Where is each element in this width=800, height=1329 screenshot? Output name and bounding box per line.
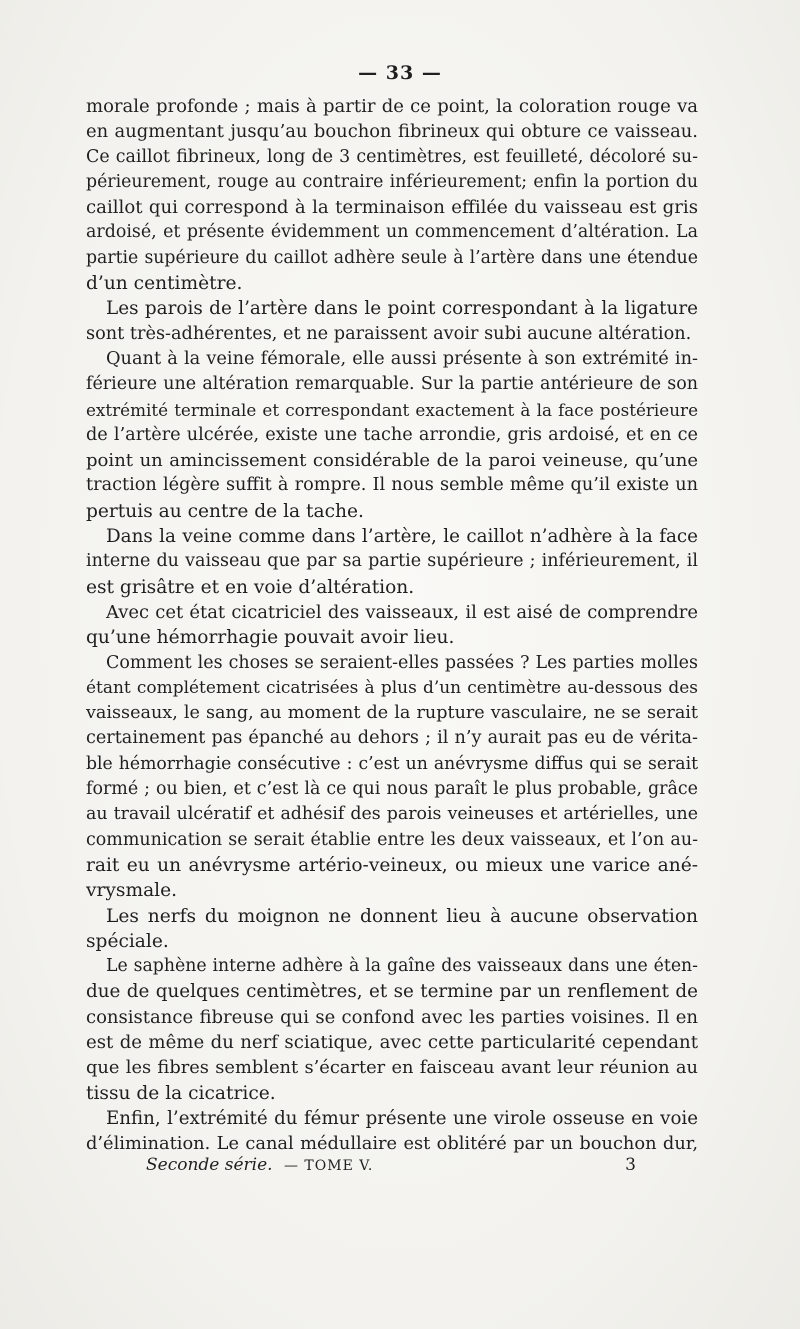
- text-line: sont très-adhérentes, et ne paraissent avoir subi aucune altération.: [86, 323, 692, 344]
- text-line: en augmentant jusqu’au bouchon fibrineux qui obture ce vaisseau.: [86, 121, 698, 143]
- text-line: Les parois de l’artère dans le point correspondant à la ligature: [106, 298, 698, 320]
- text-line: férieure une altération remarquable. Sur la partie antérieure de son: [86, 374, 698, 395]
- text-line: de l’artère ulcérée, existe une tache arrondie, gris ardoisé, et en ce: [86, 424, 698, 445]
- text-line: est de même du nerf sciatique, avec cette particularité cependant: [86, 1031, 698, 1053]
- text-line: communication se serait établie entre les deux vaisseaux, et l’on au-: [86, 829, 698, 850]
- text-line: Ce caillot fibrineux, long de 3 centimètres, est feuilleté, décoloré su-: [86, 146, 698, 167]
- text-line: d’élimination. Le canal médullaire est oblitéré par un bouchon dur,: [86, 1133, 698, 1155]
- text-line: traction légère suffit à rompre. Il nous semble même qu’il existe un: [86, 475, 698, 496]
- footer-tome: — TOME V.: [283, 1158, 374, 1174]
- text-line: rait eu un anévrysme artério-veineux, ou mieux une varice ané-: [86, 854, 698, 876]
- text-line: est grisâtre et en voie d’altération.: [86, 576, 415, 598]
- footer-series-tome: [146, 1155, 373, 1175]
- text-line: Le saphène interne adhère à la gaîne des vaisseaux dans une éten-: [106, 956, 698, 977]
- text-line: qu’une hémorrhagie pouvait avoir lieu.: [86, 627, 455, 649]
- text-line: consistance fibreuse qui se confond avec les parties voisines. Il en: [86, 1006, 698, 1028]
- text-line: au travail ulcératif et adhésif des parois veineuses et artérielles, une: [86, 804, 698, 825]
- text-line: vrysmale.: [86, 880, 178, 902]
- text-line: d’un centimètre.: [86, 273, 243, 295]
- page-number: — 33 —: [358, 62, 442, 84]
- text-line: Avec cet état cicatriciel des vaisseaux, il est aisé de comprendre: [106, 601, 698, 623]
- text-line: vaisseaux, le sang, au moment de la rupture vasculaire, ne se serait: [86, 703, 698, 724]
- text-line: périeurement, rouge au contraire inférieurement; enfin la portion du: [86, 171, 698, 192]
- text-line: Comment les choses se seraient-elles passées ? Les parties molles: [106, 652, 698, 673]
- text-line: point un amincissement considérable de la paroi veineuse, qu’une: [86, 450, 698, 472]
- text-line: spéciale.: [86, 930, 169, 952]
- text-line: formé ; ou bien, et c’est là ce qui nous paraît le plus probable, grâce: [86, 779, 698, 800]
- footer-series: Seconde série.: [146, 1155, 273, 1175]
- text-line: pertuis au centre de la tache.: [86, 500, 364, 522]
- text-line: caillot qui correspond à la terminaison effilée du vaisseau est gris: [86, 197, 698, 219]
- text-line: que les fibres semblent s’écarter en faisceau avant leur réunion au: [86, 1057, 698, 1079]
- text-line: ardoisé, et présente évidemment un commencement d’altération. La: [86, 222, 698, 243]
- footer-signature: 3: [625, 1155, 636, 1175]
- text-line: interne du vaisseau que par sa partie supérieure ; inférieurement, il: [86, 551, 698, 572]
- text-line: due de quelques centimètres, et se termine par un renflement de: [86, 981, 698, 1003]
- text-line: Les nerfs du moignon ne donnent lieu à aucune observation: [106, 905, 698, 927]
- text-line: tissu de la cicatrice.: [86, 1082, 276, 1104]
- text-line: extrémité terminale et correspondant exactement à la face postérieure: [86, 399, 698, 420]
- body-text: [86, 94, 698, 1156]
- text-line: Enfin, l’extrémité du fémur présente une virole osseuse en voie: [106, 1107, 698, 1129]
- text-line: ble hémorrhagie consécutive : c’est un anévrysme diffus qui se serait: [86, 753, 698, 774]
- text-line: certainement pas épanché au dehors ; il n’y aurait pas eu de vérita-: [86, 728, 698, 749]
- text-line: partie supérieure du caillot adhère seule à l’artère dans une étendue: [86, 247, 698, 268]
- page-footer: [146, 1155, 636, 1175]
- text-line: morale profonde ; mais à partir de ce point, la coloration rouge va: [86, 96, 698, 117]
- text-line: étant complétement cicatrisées à plus d’un centimètre au-dessous des: [86, 677, 698, 698]
- text-line: Quant à la veine fémorale, elle aussi présente à son extrémité in-: [106, 348, 698, 369]
- text-line: Dans la veine comme dans l’artère, le caillot n’adhère à la face: [106, 526, 698, 548]
